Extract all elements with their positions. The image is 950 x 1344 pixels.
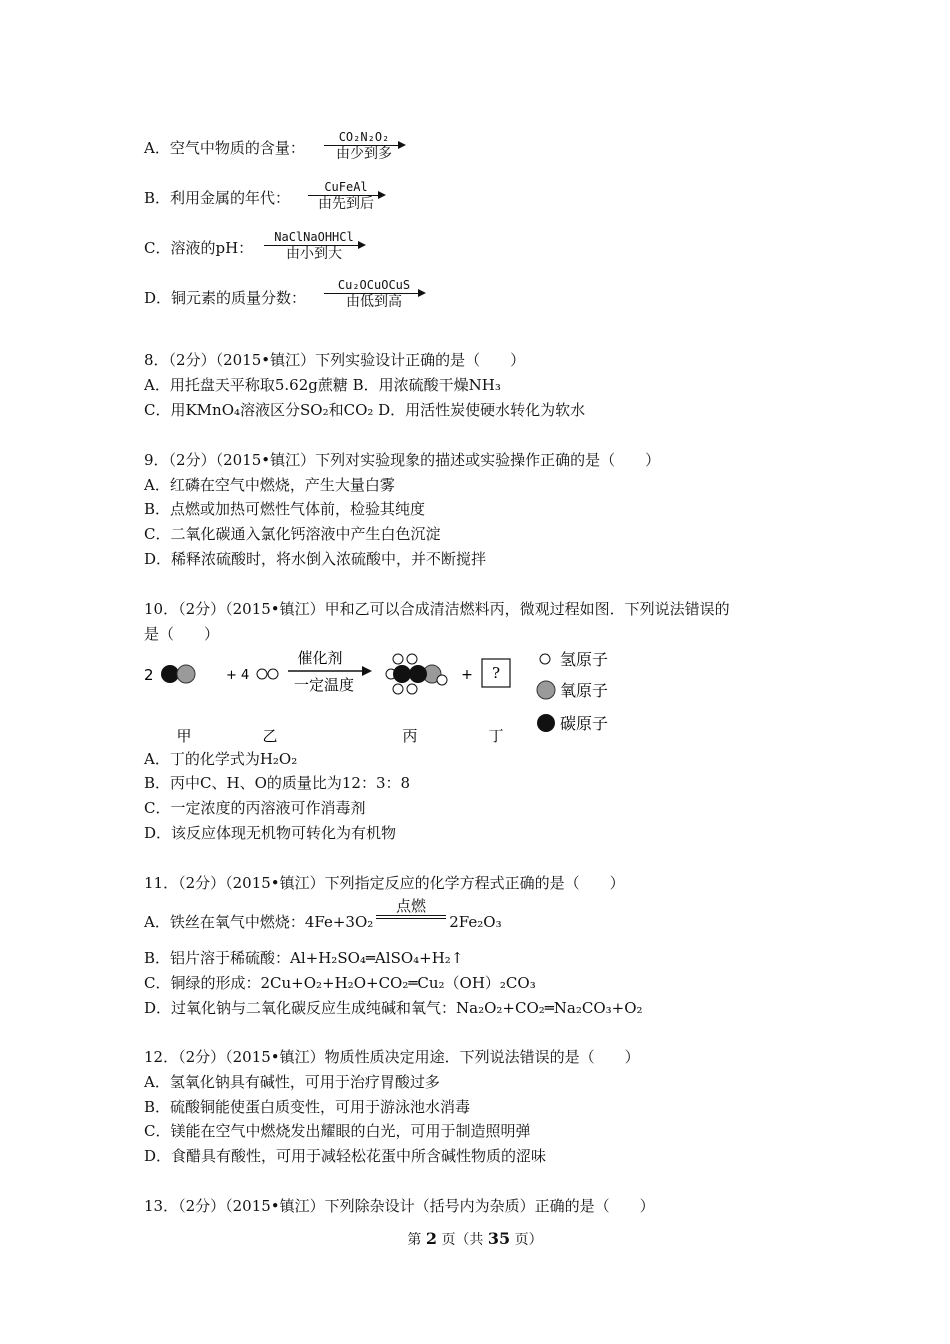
q8-stem: 8．（2分）（2015•镇江）下列实验设计正确的是（ ） xyxy=(144,351,526,369)
legend-hydrogen: 氢原子 xyxy=(560,650,609,669)
label-bing: 丙 xyxy=(402,727,418,745)
q12-option-a: A．氢氧化钠具有碱性，可用于治疗胃酸过多 xyxy=(144,1073,440,1091)
q11-condition xyxy=(376,898,446,919)
legend-carbon: 碳原子 xyxy=(560,714,609,733)
q7-option-b-label: B．利用金属的年代： xyxy=(144,189,291,207)
q12-option-c: C．镁能在空气中燃烧发出耀眼的白光，可用于制造照明弹 xyxy=(144,1122,531,1140)
legend-hydrogen-icon xyxy=(540,654,550,664)
reaction-svg xyxy=(140,645,660,750)
arrow-icon xyxy=(324,293,424,294)
legend-carbon-icon xyxy=(537,714,555,732)
arrow-icon xyxy=(264,245,364,246)
q11-option-b: B．铝片溶于稀硫酸：Al+H₂SO₄═AlSO₄+H₂↑ xyxy=(144,949,464,967)
page-footer xyxy=(0,1229,950,1249)
q9-option-a: A．红磷在空气中燃烧，产生大量白雾 xyxy=(144,476,395,494)
q7-option-c-arrow-top: NaClNaOHHCl xyxy=(274,230,354,244)
footer-post: 页） xyxy=(514,1232,543,1248)
coef-yi: + 4 xyxy=(226,668,250,683)
q7-option-d-arrow-bottom: 由低到高 xyxy=(346,294,402,310)
q7-option-c-arrow-bottom: 由小到大 xyxy=(286,246,342,262)
condition-bottom: 一定温度 xyxy=(293,676,355,694)
hydrogen-atom-icon xyxy=(257,669,267,679)
q8-options-cd: C．用KMnO₄溶液区分SO₂和CO₂ D．用活性炭使硬水转化为软水 xyxy=(144,401,586,419)
q10-option-d: D．该反应体现无机物可转化为有机物 xyxy=(144,824,397,842)
hydrogen-atom-icon xyxy=(407,684,417,694)
q12-option-d: D．食醋具有酸性，可用于减轻松花蛋中所含碱性物质的涩味 xyxy=(144,1147,547,1165)
q12-option-b: B．硫酸铜能使蛋白质变性，可用于游泳池水消毒 xyxy=(144,1098,471,1116)
q7-option-c xyxy=(144,238,253,258)
q10-stem-line1: 10．（2分）（2015•镇江）甲和乙可以合成清洁燃料丙，微观过程如图．下列说法错误的 xyxy=(144,600,730,618)
carbon-atom-icon xyxy=(409,665,427,683)
q11-condition-label: 点燃 xyxy=(395,897,426,915)
q7-option-b xyxy=(144,188,290,208)
q7-option-a-arrow-top: CO₂N₂O₂ xyxy=(338,130,390,144)
hydrogen-atom-icon xyxy=(407,654,417,664)
q11-option-d: D．过氧化钠与二氧化碳反应生成纯碱和氧气：Na₂O₂+CO₂═Na₂CO₃+O₂ xyxy=(144,999,643,1017)
q11-option-c: C．铜绿的形成：2Cu+O₂+H₂O+CO₂═Cu₂（OH）₂CO₃ xyxy=(144,974,536,992)
arrow-icon xyxy=(308,195,384,196)
q7-option-a-arrow-bottom: 由少到多 xyxy=(336,146,392,162)
hydrogen-atom-icon xyxy=(393,654,403,664)
q7-option-d-label: D．铜元素的质量分数： xyxy=(144,289,307,307)
arrow-icon xyxy=(324,145,404,146)
q7-option-d-arrow xyxy=(324,278,424,309)
footer-page-number: 2 xyxy=(425,1229,437,1248)
label-yi: 乙 xyxy=(262,727,278,745)
arrow-head-icon xyxy=(362,666,372,676)
label-jia: 甲 xyxy=(176,727,192,745)
double-line-icon xyxy=(376,915,446,919)
q7-option-a-arrow xyxy=(324,130,404,161)
q7-option-d-arrow-top: Cu₂OCuOCuS xyxy=(337,278,411,292)
q10-reaction-diagram xyxy=(140,645,660,750)
hydrogen-atom-icon xyxy=(268,669,278,679)
hydrogen-atom-icon xyxy=(437,675,447,685)
q8-options-ab: A．用托盘天平称取5.62g蔗糖 B．用浓硫酸干燥NH₃ xyxy=(144,376,501,394)
q11-stem: 11．（2分）（2015•镇江）下列指定反应的化学方程式正确的是（ ） xyxy=(144,874,625,892)
footer-pre: 第 xyxy=(407,1232,422,1248)
q7-option-a xyxy=(144,138,305,158)
q11-option-a xyxy=(144,912,502,932)
q12-stem: 12．（2分）（2015•镇江）物质性质决定用途．下列说法错误的是（ ） xyxy=(144,1048,640,1066)
plus-sign: + xyxy=(461,667,473,683)
q13-stem: 13．（2分）（2015•镇江）下列除杂设计（括号内为杂质）正确的是（ ） xyxy=(144,1197,655,1215)
q10-option-c: C．一定浓度的丙溶液可作消毒剂 xyxy=(144,799,366,817)
q7-option-c-arrow xyxy=(264,230,364,261)
q10-option-b: B．丙中C、H、O的质量比为12：3：8 xyxy=(144,774,411,792)
q9-option-c: C．二氧化碳通入氯化钙溶液中产生白色沉淀 xyxy=(144,525,441,543)
hydrogen-atom-icon xyxy=(393,684,403,694)
q7-option-a-label: A．空气中物质的含量： xyxy=(144,139,305,157)
q10-option-a: A．丁的化学式为H₂O₂ xyxy=(144,750,298,768)
footer-total-pages: 35 xyxy=(487,1229,511,1248)
carbon-atom-icon xyxy=(393,665,411,683)
q7-option-b-arrow-bottom: 由先到后 xyxy=(318,196,374,212)
oxygen-atom-icon xyxy=(177,665,195,683)
legend-oxygen: 氧原子 xyxy=(560,681,609,700)
q9-option-b: B．点燃或加热可燃性气体前，检验其纯度 xyxy=(144,500,426,518)
q10-stem-line2: 是（ ） xyxy=(144,625,220,643)
q7-option-d xyxy=(144,288,306,308)
q9-stem: 9．（2分）（2015•镇江）下列对实验现象的描述或实验操作正确的是（ ） xyxy=(144,451,661,469)
q9-option-d: D．稀释浓硫酸时，将水倒入浓硫酸中，并不断搅拌 xyxy=(144,550,487,568)
condition-top: 催化剂 xyxy=(297,649,343,667)
label-ding: 丁 xyxy=(488,727,504,745)
q11-option-a-left: A．铁丝在氧气中燃烧：4Fe+3O₂ xyxy=(144,913,374,931)
q7-option-c-label: C．溶液的pH： xyxy=(144,239,254,257)
carbon-atom-icon xyxy=(161,665,179,683)
legend-oxygen-icon xyxy=(537,681,555,699)
q7-option-b-arrow-top: CuFeAl xyxy=(324,180,368,194)
coef-jia: 2 xyxy=(144,666,154,684)
unknown-symbol: ? xyxy=(491,664,501,682)
footer-mid: 页（共 xyxy=(441,1232,484,1248)
q11-option-a-right: 2Fe₂O₃ xyxy=(449,913,502,931)
q7-option-b-arrow xyxy=(308,180,384,211)
